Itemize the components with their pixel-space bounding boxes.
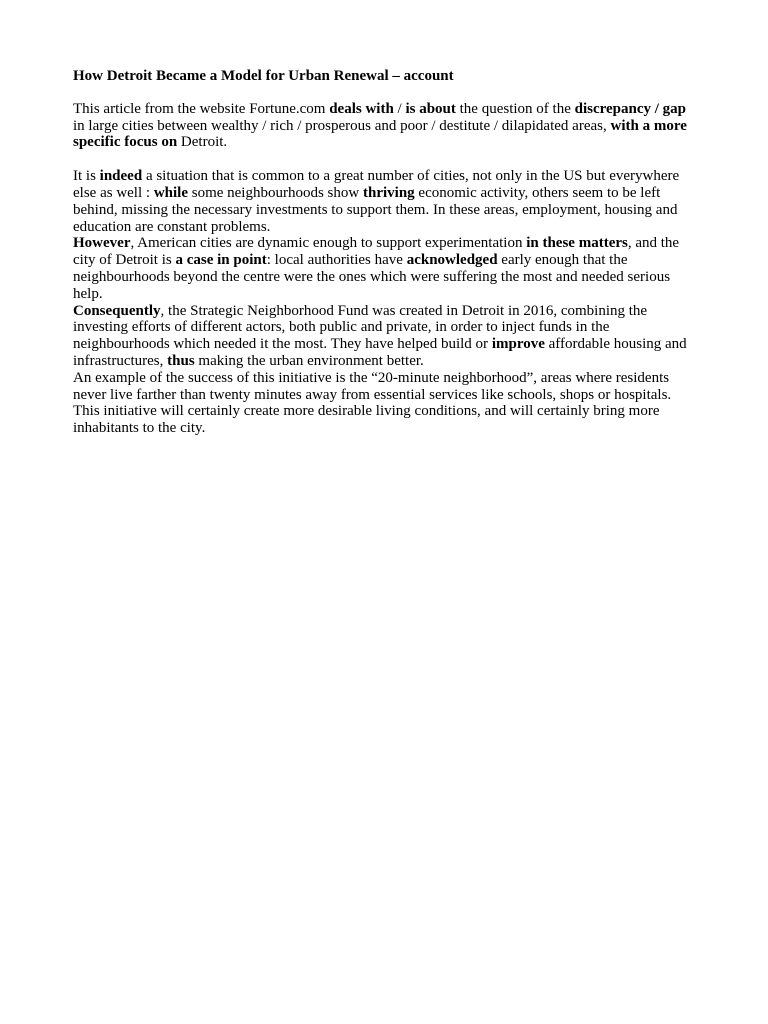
- text-run: Detroit.: [177, 134, 228, 151]
- bold-run: thus: [167, 352, 195, 369]
- body-paragraph-4: [73, 370, 695, 437]
- text-run: some neighbourhoods show: [187, 184, 363, 201]
- bold-run: acknowledged: [406, 252, 498, 269]
- text-run: in large cities between wealthy / rich / prosperous and poor / destitute / dilapidated areas,: [73, 117, 611, 134]
- bold-run: improve: [491, 336, 545, 353]
- bold-run: while: [153, 184, 188, 201]
- text-run: It is: [73, 168, 100, 185]
- bold-run: is about: [405, 100, 456, 117]
- bold-run: However: [73, 235, 131, 252]
- body-paragraph-2: [73, 235, 695, 302]
- body-paragraph-1: [73, 168, 695, 235]
- bold-run: in these matters: [526, 235, 628, 252]
- text-run: the question of the: [455, 100, 575, 117]
- bold-run: thriving: [362, 184, 415, 201]
- bold-run: discrepancy / gap: [574, 100, 687, 117]
- paragraph-gap: [73, 151, 695, 168]
- body-paragraph-3: [73, 303, 695, 370]
- text-run: a situation that is common to a great number of cities, not only in the US but everywhere else as well :: [73, 168, 680, 201]
- bold-run: a case in point: [175, 252, 267, 269]
- bold-run: with a more specific focus on: [73, 117, 687, 151]
- text-run: , American cities are dynamic enough to support experimentation: [130, 235, 527, 252]
- bold-run: Consequently: [73, 302, 161, 319]
- text-run: making the urban environment better.: [194, 352, 424, 369]
- text-run: economic activity, others seem to be left behind, missing the necessary investments to support them. In these areas, employment, housing and education are constant problems.: [73, 184, 678, 235]
- text-run: /: [393, 100, 406, 117]
- intro-paragraph: [73, 101, 695, 151]
- text-run: early enough that the neighbourhoods beyond the centre were the ones which were suffering the most and needed serious help.: [73, 252, 671, 302]
- text-run: affordable housing and infrastructures,: [73, 336, 687, 369]
- text-run: An example of the success of this initiative is the “20-minute neighborhood”, areas where residents never live farther than twenty minutes away from essential services like schools, shops or hospitals. This initiative will certainly create more desirable living conditions, and will certainly bring more inhabitants to the city.: [73, 369, 672, 437]
- text-run: This article from the website Fortune.com: [73, 100, 330, 117]
- bold-run: indeed: [99, 168, 143, 185]
- text-run: : local authorities have: [266, 252, 407, 269]
- text-run: , and the city of Detroit is: [73, 235, 680, 269]
- bold-run: deals with: [329, 100, 394, 117]
- text-run: , the Strategic Neighborhood Fund was created in Detroit in 2016, combining the investing efforts of different actors, both public and private, in order to inject funds in the neighbourhoods which needed it the most. They have helped build or: [73, 302, 648, 353]
- document-title: How Detroit Became a Model for Urban Renewal – account: [73, 68, 454, 84]
- document-page: [73, 68, 695, 437]
